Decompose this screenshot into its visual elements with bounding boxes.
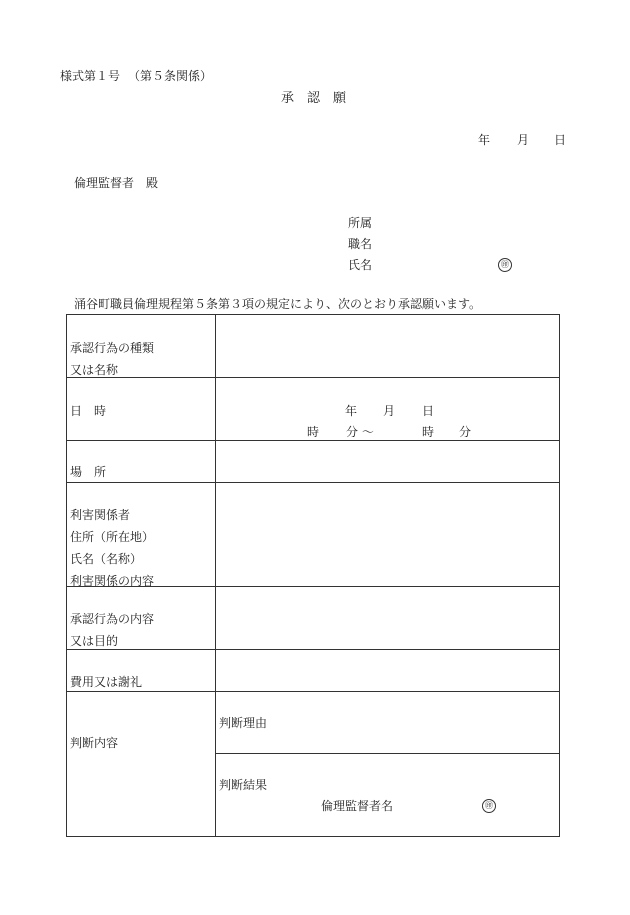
judgment-reason-label: 判断理由 xyxy=(219,716,268,730)
affiliation-label: 所属 xyxy=(348,216,373,230)
date-day-label: 日 xyxy=(554,133,567,147)
cost-row xyxy=(67,650,560,692)
cost-label-cell xyxy=(67,650,216,692)
dt-minute-end-label: 分 xyxy=(459,425,472,439)
judgment-label-cell xyxy=(67,692,216,837)
content-label-cell xyxy=(67,587,216,650)
type-label-line-1: 承認行為の種類 xyxy=(70,341,155,355)
form-number xyxy=(60,70,212,82)
addressee: 倫理監督者 殿 xyxy=(74,176,159,190)
cost-value-cell[interactable] xyxy=(216,650,560,692)
dt-year-label: 年 xyxy=(345,404,358,418)
type-label-line-2: 又は名称 xyxy=(70,363,119,377)
intro-text: 涌谷町職員倫理規程第５条第３項の規定により、次のとおり承認願います。 xyxy=(74,297,482,311)
judgment-reason-row xyxy=(67,692,560,754)
party-label xyxy=(70,504,154,592)
name-label: 氏名 xyxy=(348,258,373,272)
judgment-label: 判断内容 xyxy=(70,736,119,750)
party-label-line-3: 氏名（名称） xyxy=(70,552,143,566)
type-label-cell xyxy=(67,315,216,378)
party-label-cell xyxy=(67,483,216,587)
party-label-line-4: 利害関係の内容 xyxy=(70,574,155,588)
type-row xyxy=(67,315,560,378)
supervisor-name-label: 倫理監督者名 xyxy=(321,799,394,813)
supervisor-seal-mark: ㊞ xyxy=(482,799,496,813)
content-label-line-1: 承認行為の内容 xyxy=(70,612,155,626)
party-row xyxy=(67,483,560,587)
judgment-result-label: 判断結果 xyxy=(219,778,268,792)
datetime-row xyxy=(67,378,560,441)
judgment-reason-cell[interactable] xyxy=(216,692,560,754)
place-row xyxy=(67,441,560,483)
datetime-value-cell[interactable] xyxy=(216,378,560,441)
content-value-cell[interactable] xyxy=(216,587,560,650)
seal-mark: ㊞ xyxy=(498,258,512,272)
form-reference: （第５条関係） xyxy=(128,69,213,83)
date-year-label: 年 xyxy=(478,133,491,147)
date-month-label: 月 xyxy=(517,133,530,147)
seal-icon xyxy=(498,257,512,272)
position-label: 職名 xyxy=(348,237,373,251)
cost-label: 費用又は謝礼 xyxy=(70,675,143,689)
party-value-cell[interactable] xyxy=(216,483,560,587)
place-label-cell xyxy=(67,441,216,483)
type-label xyxy=(70,337,154,381)
dt-hour-start-label: 時 xyxy=(307,425,320,439)
type-value-cell[interactable] xyxy=(216,315,560,378)
datetime-label: 日 時 xyxy=(70,404,107,418)
party-label-line-1: 利害関係者 xyxy=(70,508,131,522)
supervisor-seal-icon xyxy=(482,798,496,813)
form-number-text: 様式第１号 xyxy=(60,69,121,83)
page-title: 承 認 願 xyxy=(281,91,347,106)
dt-month-label: 月 xyxy=(383,404,396,418)
place-label: 場 所 xyxy=(70,465,107,479)
party-label-line-2: 住所（所在地） xyxy=(70,530,155,544)
place-value-cell[interactable] xyxy=(216,441,560,483)
content-row xyxy=(67,587,560,650)
dt-day-label: 日 xyxy=(422,404,435,418)
approval-form-table xyxy=(66,314,560,837)
dt-minute-start-label: 分 〜 xyxy=(346,425,374,439)
content-label xyxy=(70,608,154,652)
judgment-result-cell[interactable] xyxy=(216,754,560,837)
dt-hour-end-label: 時 xyxy=(422,425,435,439)
datetime-label-cell xyxy=(67,378,216,441)
content-label-line-2: 又は目的 xyxy=(70,634,119,648)
